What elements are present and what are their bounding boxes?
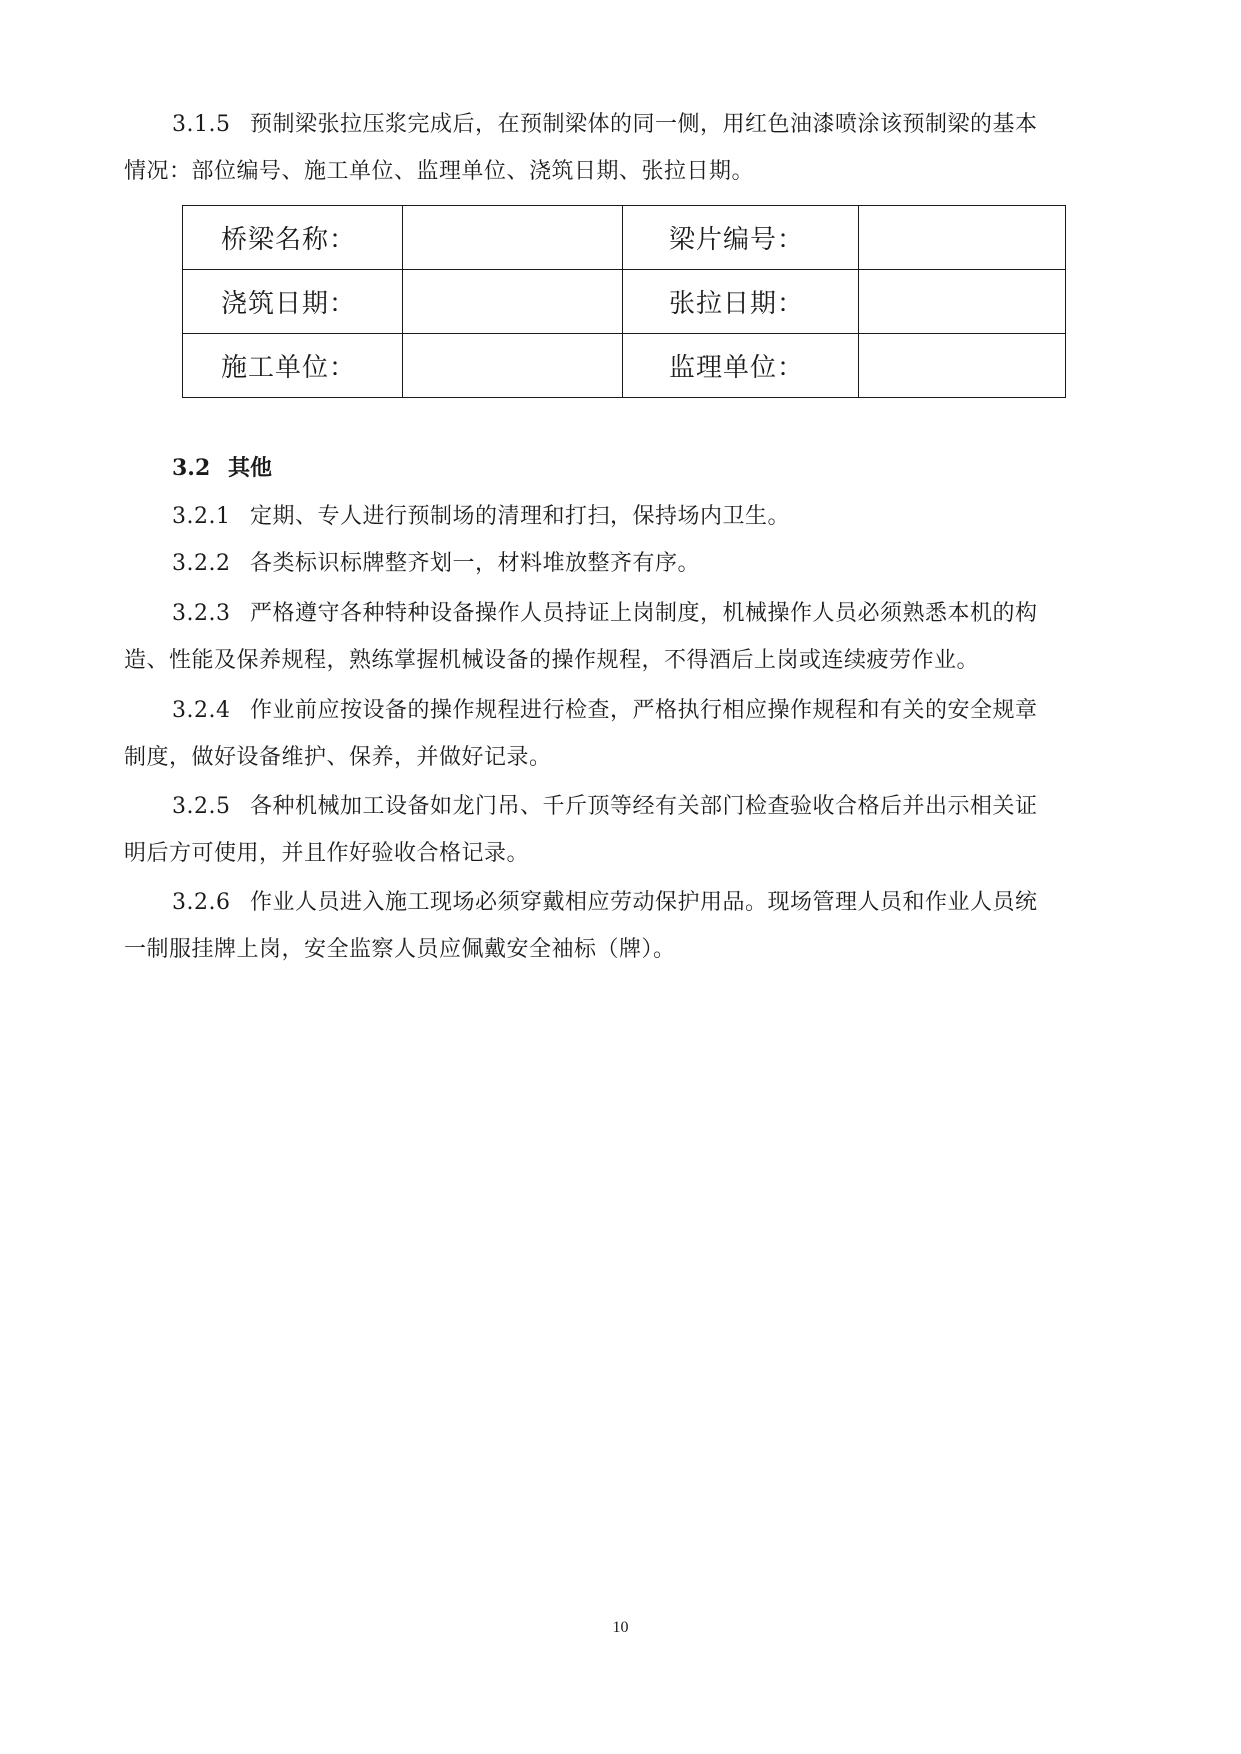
paragraph-line: 严格遵守各种特种设备操作人员持证上岗制度，机械操作人员必须熟悉本机的构 [250, 601, 1038, 626]
bridge-name-label: 桥梁名称： [183, 206, 403, 270]
supervision-unit-value [859, 334, 1066, 398]
beam-number-value [859, 206, 1066, 270]
beam-info-table [182, 205, 1066, 398]
paragraph-line: 情况：部位编号、施工单位、监理单位、浇筑日期、张拉日期。 [124, 159, 755, 184]
paragraph-3-2-4 [124, 687, 1116, 781]
section-number: 3.2 [172, 455, 211, 481]
paragraph-3-2-3 [124, 590, 1116, 684]
paragraph-line: 作业前应按设备的操作规程进行检查，严格执行相应操作规程和有关的安全规章 [250, 698, 1038, 723]
paragraph-3-2-5 [124, 783, 1116, 877]
tension-date-value [859, 270, 1066, 334]
table-row [183, 334, 1066, 398]
paragraph-line: 造、性能及保养规程，熟练掌握机械设备的操作规程，不得酒后上岗或连续疲劳作业。 [124, 648, 980, 673]
paragraph-line: 预制梁张拉压浆完成后，在预制梁体的同一侧，用红色油漆喷涂该预制梁的基本 [250, 112, 1038, 137]
paragraph-3-2-2 [124, 540, 1116, 587]
clause-number: 3.2.6 [172, 890, 231, 915]
clause-number: 3.1.5 [172, 112, 231, 137]
paragraph-line: 一制服挂牌上岗，安全监察人员应佩戴安全袖标（牌）。 [124, 937, 676, 962]
clause-number: 3.2.3 [172, 601, 231, 626]
paragraph-line: 作业人员进入施工现场必须穿戴相应劳动保护用品。现场管理人员和作业人员统 [250, 890, 1038, 915]
clause-number: 3.2.2 [172, 551, 231, 576]
pour-date-value [403, 270, 623, 334]
paragraph-line: 明后方可使用，并且作好验收合格记录。 [124, 841, 530, 866]
paragraph-line: 定期、专人进行预制场的清理和打扫，保持场内卫生。 [250, 504, 791, 529]
beam-number-label: 梁片编号： [623, 206, 859, 270]
clause-number: 3.2.5 [172, 794, 231, 819]
table-row [183, 270, 1066, 334]
paragraph-3-2-1 [124, 493, 1116, 540]
paragraph-line: 制度，做好设备维护、保养，并做好记录。 [124, 745, 552, 770]
construction-unit-value [403, 334, 623, 398]
paragraph-line: 各种机械加工设备如龙门吊、千斤顶等经有关部门检查验收合格后并出示相关证 [250, 794, 1038, 819]
construction-unit-label: 施工单位： [183, 334, 403, 398]
bridge-name-value [403, 206, 623, 270]
clause-number: 3.2.4 [172, 698, 231, 723]
paragraph-line: 各类标识标牌整齐划一，材料堆放整齐有序。 [250, 551, 701, 576]
section-heading-3-2 [172, 453, 272, 483]
section-title: 其他 [228, 455, 273, 481]
pour-date-label: 浇筑日期： [183, 270, 403, 334]
page-number: 10 [612, 1619, 629, 1636]
clause-number: 3.2.1 [172, 504, 231, 529]
supervision-unit-label: 监理单位： [623, 334, 859, 398]
paragraph-3-1-5 [124, 101, 1116, 195]
tension-date-label: 张拉日期： [623, 270, 859, 334]
table-row [183, 206, 1066, 270]
paragraph-3-2-6 [124, 879, 1116, 973]
